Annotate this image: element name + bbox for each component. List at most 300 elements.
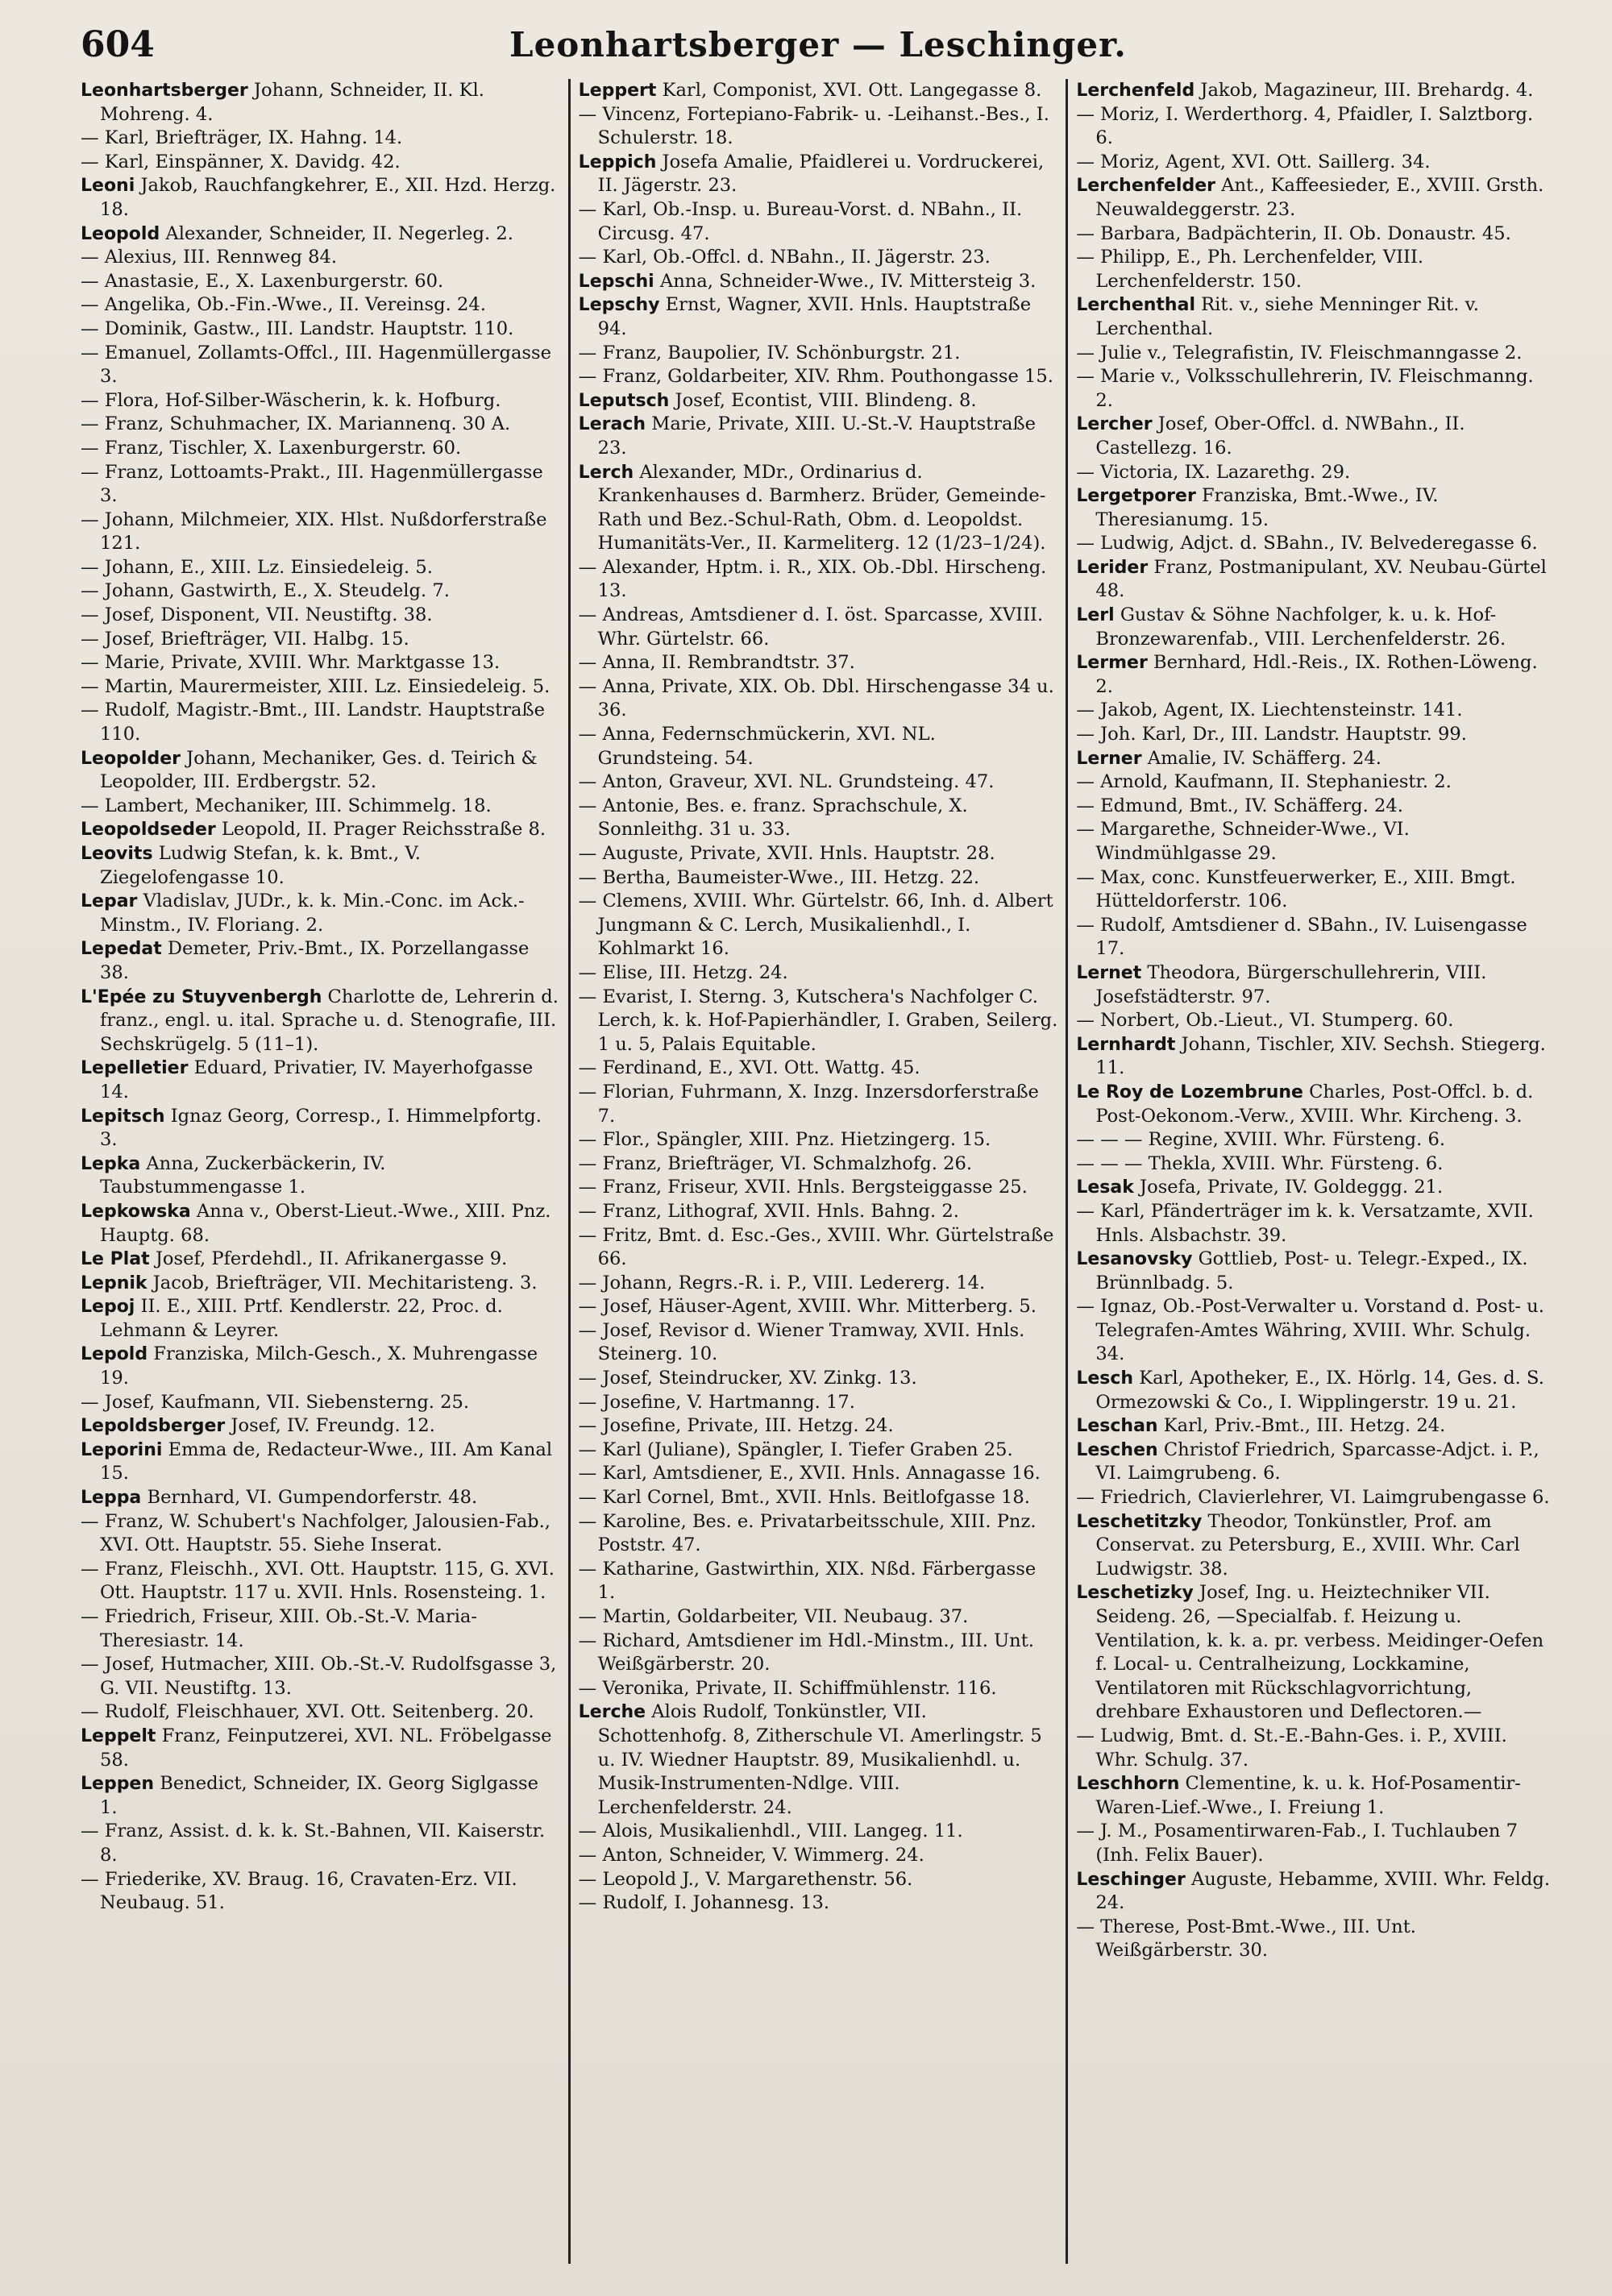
entry-text: Rit. v., siehe Menninger Rit. v. Lerchenthal.	[1095, 294, 1479, 339]
entry-text: — Alexander, Hptm. i. R., XIX. Ob.-Dbl. Hirscheng. 13.	[578, 556, 1047, 602]
entry-text: — Moriz, Agent, XVI. Ott. Saillerg. 34.	[1076, 151, 1431, 172]
directory-entry	[81, 293, 560, 318]
entry-text: Josef, IV. Freundg. 12.	[225, 1415, 435, 1437]
entry-text: — Florian, Fuhrmann, X. Inzg. Inzersdorferstraße 7.	[578, 1081, 1039, 1127]
entry-text: — Margarethe, Schneider-Wwe., VI. Windmühlgasse 29.	[1076, 819, 1410, 864]
entry-text: — Franz, Lottoamts-Prakt., III. Hagenmüllergasse 3.	[81, 461, 543, 507]
entry-text: — Franz, Friseur, XVII. Hnls. Bergsteiggasse 25.	[578, 1177, 1028, 1198]
directory-entry	[1076, 1176, 1556, 1200]
directory-entry	[81, 699, 560, 746]
entry-text: — Josef, Disponent, VII. Neustiftg. 38.	[81, 604, 433, 626]
directory-entry	[579, 1605, 1058, 1630]
entry-text: Jacob, Briefträger, VII. Mechitaristeng. 3.	[147, 1272, 538, 1293]
entry-text: — Ignaz, Ob.-Post-Verwalter u. Vorstand d. Post- u. Telegrafen-Amtes Währing, XVIII. Whr. Schulg. 34.	[1076, 1296, 1544, 1365]
directory-entry	[1076, 1128, 1556, 1152]
entry-text: Franziska, Bmt.-Wwe., IV. Theresianumg. 15.	[1095, 485, 1439, 530]
directory-entry	[1076, 1152, 1556, 1177]
entry-text: — Friedrich, Friseur, XIII. Ob.-St.-V. Maria-Theresiastr. 14.	[81, 1606, 478, 1651]
entry-text: Franz, Postmanipulant, XV. Neubau-Gürtel 48.	[1095, 556, 1547, 602]
entry-surname: Lesak	[1076, 1177, 1134, 1198]
entry-surname: Lepitsch	[81, 1106, 165, 1127]
entry-text: Alois Rudolf, Tonkünstler, VII. Schottenhofg. 8, Zitherschule VI. Amerlingstr. 5 u. IV. Wiedner Hauptstr. 89, Musikalienhdl. u. Musik-Instrumenten-Ndlge. VIII. Lerchenfelderstr. 24.	[597, 1701, 1042, 1818]
entry-text: — Franz, Briefträger, VI. Schmalzhofg. 26.	[578, 1152, 973, 1174]
directory-entry	[579, 1844, 1058, 1868]
directory-entry	[579, 1152, 1058, 1177]
directory-entry	[1076, 651, 1556, 699]
directory-entry	[81, 1057, 560, 1104]
entry-text: — — — Thekla, XVIII. Whr. Fürsteng. 6.	[1076, 1152, 1444, 1174]
entry-text: — Rudolf, Fleischhauer, XVI. Ott. Seitenberg. 20.	[81, 1701, 534, 1723]
entry-text: Auguste, Hebamme, XVIII. Whr. Feldg. 24.	[1095, 1868, 1551, 1914]
entry-text: — Karl, Einspänner, X. Davidg. 42.	[81, 151, 401, 172]
entry-text: Bernhard, Hdl.-Reis., IX. Rothen-Löweng. 2.	[1095, 652, 1538, 697]
entry-surname: Lerl	[1076, 605, 1115, 626]
column-1	[81, 79, 568, 2264]
entry-surname: Lermer	[1076, 653, 1148, 674]
entry-text: Ludwig Stefan, k. k. Bmt., V. Ziegelofengasse 10.	[100, 843, 421, 888]
directory-entry	[579, 1630, 1058, 1677]
entry-surname: Lepka	[81, 1153, 141, 1174]
directory-entry	[81, 1152, 560, 1200]
directory-entry	[579, 270, 1058, 294]
directory-entry	[1076, 1200, 1556, 1248]
entry-surname: Leopolder	[81, 748, 181, 769]
directory-entry	[81, 1605, 560, 1653]
directory-entry	[81, 1200, 560, 1248]
entry-text: Josef, Econtist, VIII. Blindeng. 8.	[669, 389, 977, 411]
entry-text: — Johann, Regrs.-R. i. P., VIII. Ledererg. 14.	[578, 1272, 986, 1293]
directory-entry	[579, 795, 1058, 842]
directory-entry	[579, 1891, 1058, 1916]
directory-entry	[81, 890, 560, 937]
directory-entry	[1076, 1009, 1556, 1033]
directory-entry	[1076, 461, 1556, 485]
directory-entry	[81, 628, 560, 652]
entry-text: — Friedrich, Clavierlehrer, VI. Laimgrubengasse 6.	[1076, 1487, 1550, 1509]
directory-entry	[1076, 1868, 1556, 1916]
directory-entry	[81, 1248, 560, 1272]
entry-surname: Lerider	[1076, 557, 1149, 578]
directory-entry	[579, 866, 1058, 891]
entry-text: — Karl, Briefträger, IX. Hahng. 14.	[81, 127, 403, 149]
entry-surname: Leppa	[81, 1488, 142, 1509]
directory-entry	[81, 795, 560, 819]
entry-surname: Leschhorn	[1076, 1774, 1180, 1795]
directory-entry	[579, 556, 1058, 604]
entry-surname: Lerchenfeld	[1076, 81, 1195, 101]
entry-text: — Richard, Amtsdiener im Hdl.-Minstm., III. Unt. Weißgärberstr. 20.	[578, 1630, 1034, 1675]
entry-surname: Lepoj	[81, 1297, 135, 1318]
directory-entry	[1076, 1820, 1556, 1867]
entry-surname: Leopold	[81, 223, 160, 244]
directory-entry	[81, 986, 560, 1057]
directory-entry	[579, 1128, 1058, 1152]
entry-surname: Lergetporer	[1076, 486, 1196, 507]
directory-entry	[1076, 723, 1556, 747]
entry-text: — Marie, Private, XVIII. Whr. Marktgasse 13.	[81, 652, 501, 674]
entry-text: — Arnold, Kaufmann, II. Stephaniestr. 2.	[1076, 771, 1452, 793]
directory-entry	[81, 79, 560, 127]
directory-entry	[579, 342, 1058, 366]
entry-text: — Johann, Gastwirth, E., X. Steudelg. 7.	[81, 580, 450, 602]
entry-text: — Josef, Hutmacher, XIII. Ob.-St.-V. Rudolfsgasse 3, G. VII. Neustiftg. 13.	[81, 1654, 557, 1699]
entry-surname: Leppelt	[81, 1725, 156, 1746]
entry-surname: Leopoldseder	[81, 820, 216, 841]
entry-text: Ignaz Georg, Corresp., I. Himmelpfortg. 3.	[100, 1105, 542, 1151]
directory-entry	[579, 1868, 1058, 1892]
entry-text: — Fritz, Bmt. d. Esc.-Ges., XVIII. Whr. Gürtelstraße 66.	[578, 1224, 1054, 1270]
entry-surname: Lerner	[1076, 748, 1142, 769]
entry-text: — Josef, Steindrucker, XV. Zinkg. 13.	[578, 1368, 917, 1389]
entry-text: Leopold, II. Prager Reichsstraße 8.	[215, 819, 546, 841]
entry-text: — Andreas, Amtsdiener d. I. öst. Sparcasse, XVIII. Whr. Gürtelstr. 66.	[578, 604, 1044, 650]
directory-entry	[81, 127, 560, 151]
entry-text: — Moriz, I. Werderthorg. 4, Pfaidler, I. Salztborg. 6.	[1076, 103, 1534, 149]
entry-text: — Josef, Briefträger, VII. Halbg. 15.	[81, 628, 409, 650]
column-3	[1066, 79, 1564, 2264]
entry-text: — Elise, III. Hetzg. 24.	[578, 961, 788, 983]
directory-entry	[81, 151, 560, 175]
directory-entry	[1076, 151, 1556, 175]
directory-entry	[579, 1391, 1058, 1415]
directory-entry	[579, 1486, 1058, 1510]
entry-text: Charles, Post-Offcl. b. d. Post-Oekonom.-Verw., XVIII. Whr. Kircheng. 3.	[1095, 1081, 1534, 1127]
directory-entry	[81, 413, 560, 437]
entry-text: Emma de, Redacteur-Wwe., III. Am Kanal 15.	[100, 1439, 553, 1484]
entry-text: Josefa Amalie, Pfaidlerei u. Vordruckerei, II. Jägerstr. 23.	[597, 151, 1045, 197]
entry-text: — Anna, Federnschmückerin, XVI. NL. Grundsteing. 54.	[578, 724, 936, 769]
entry-text: — Friederike, XV. Braug. 16, Cravaten-Erz. VII. Neubaug. 51.	[81, 1868, 517, 1914]
directory-entry	[579, 1558, 1058, 1605]
entry-text: — Veronika, Private, II. Schiffmühlenstr. 116.	[578, 1677, 997, 1699]
entry-text: Theodora, Bürgerschullehrerin, VIII. Josefstädterstr. 97.	[1095, 961, 1487, 1007]
directory-entry	[579, 246, 1058, 270]
entry-text: — Therese, Post-Bmt.-Wwe., III. Unt. Weißgärberstr. 30.	[1076, 1916, 1416, 1962]
entry-text: — Anna, II. Rembrandtstr. 37.	[578, 652, 855, 674]
entry-text: Josef, Ober-Offcl. d. NWBahn., II. Castellezg. 16.	[1095, 413, 1465, 459]
entry-text: Marie, Private, XIII. U.-St.-V. Hauptstraße 23.	[597, 413, 1036, 459]
directory-entry	[1076, 795, 1556, 819]
entry-text: Alexander, Schneider, II. Negerleg. 2.	[160, 222, 513, 244]
directory-entry	[81, 1558, 560, 1605]
entry-surname: Leovits	[81, 844, 153, 864]
directory-entry	[1076, 532, 1556, 556]
entry-text: — Dominik, Gastw., III. Landstr. Hauptstr. 110.	[81, 318, 514, 339]
entry-surname: Lepkowska	[81, 1201, 191, 1222]
directory-entry	[1076, 413, 1556, 460]
entry-text: Christof Friedrich, Sparcasse-Adjct. i. P., VI. Laimgrubeng. 6.	[1095, 1439, 1539, 1484]
entry-text: — Johann, Milchmeier, XIX. Hlst. Nußdorferstraße 121.	[81, 509, 547, 554]
directory-entry	[81, 1772, 560, 1820]
entry-surname: L'Epée zu Stuyvenbergh	[81, 986, 322, 1007]
entry-text: — Johann, E., XIII. Lz. Einsiedeleig. 5.	[81, 556, 433, 578]
directory-entry	[579, 723, 1058, 770]
entry-surname: Lepedat	[81, 939, 162, 960]
directory-entry	[1076, 222, 1556, 247]
directory-entry	[81, 579, 560, 604]
directory-entry	[81, 389, 560, 413]
column-2	[568, 79, 1066, 2264]
page-number: 604	[81, 23, 155, 65]
directory-entry	[81, 270, 560, 294]
entry-surname: Lepelletier	[81, 1058, 189, 1079]
entry-text: — Franz, W. Schubert's Nachfolger, Jalousien-Fab., XVI. Ott. Hauptstr. 55. Siehe Inserat.	[81, 1510, 550, 1556]
entry-text: — Leopold J., V. Margarethenstr. 56.	[578, 1868, 913, 1890]
directory-entry	[579, 986, 1058, 1057]
entry-text: — Franz, Fleischh., XVI. Ott. Hauptstr. 115, G. XVI. Ott. Hauptstr. 117 u. XVII. Hnls. Rosensteing. 1.	[81, 1558, 555, 1604]
entry-text: Franz, Feinputzerei, XVI. NL. Fröbelgasse 58.	[100, 1725, 552, 1771]
directory-entry	[81, 1439, 560, 1486]
entry-text: — Angelika, Ob.-Fin.-Wwe., II. Vereinsg. 24.	[81, 294, 486, 316]
entry-text: Johann, Schneider, II. Kl. Mohreng. 4.	[100, 80, 484, 125]
entry-surname: Lesanovsky	[1076, 1249, 1193, 1270]
directory-entry	[579, 1319, 1058, 1367]
directory-entry	[579, 1367, 1058, 1391]
directory-entry	[81, 675, 560, 700]
directory-entry	[81, 937, 560, 985]
entry-text: — Edmund, Bmt., IV. Schäfferg. 24.	[1076, 795, 1403, 816]
entry-text: — Josefine, Private, III. Hetzg. 24.	[578, 1415, 894, 1437]
directory-entry	[1076, 604, 1556, 651]
directory-entry	[81, 651, 560, 675]
entry-text: Demeter, Priv.-Bmt., IX. Porzellangasse 38.	[100, 938, 530, 983]
entry-text: — Karl, Pfänderträger im k. k. Versatzamte, XVII. Hnls. Alsbachstr. 39.	[1076, 1200, 1534, 1246]
directory-entry	[1076, 1510, 1556, 1582]
directory-entry	[1076, 365, 1556, 413]
directory-entry	[579, 1462, 1058, 1486]
directory-entry	[1076, 914, 1556, 961]
entry-surname: Leonhartsberger	[81, 81, 248, 101]
directory-entry	[81, 556, 560, 580]
entry-text: Karl, Apotheker, E., IX. Hörlg. 14, Ges. d. S. Ormezowski & Co., I. Wipplingerstr. 19 u. 21.	[1095, 1368, 1544, 1413]
entry-text: Ant., Kaffeesieder, E., XVIII. Grsth. Neuwaldeggerstr. 23.	[1095, 175, 1544, 220]
entry-surname: Leschinger	[1076, 1869, 1186, 1890]
directory-entry	[1076, 174, 1556, 222]
entry-surname: Lerchenthal	[1076, 295, 1195, 316]
entry-text: Benedict, Schneider, IX. Georg Siglgasse 1.	[100, 1773, 538, 1818]
directory-entry	[81, 1486, 560, 1510]
entry-text: — Emanuel, Zollamts-Offcl., III. Hagenmüllergasse 3.	[81, 342, 551, 388]
directory-entry	[579, 1272, 1058, 1296]
entry-text: — Franz, Tischler, X. Laxenburgerstr. 60.	[81, 437, 462, 459]
directory-entry	[579, 1820, 1058, 1844]
entry-surname: Lepschy	[578, 295, 660, 316]
directory-entry	[579, 1439, 1058, 1463]
entry-text: — Katharine, Gastwirthin, XIX. Nßd. Färbergasse 1.	[578, 1558, 1037, 1604]
entry-surname: Lerche	[578, 1702, 646, 1723]
directory-entry	[579, 1224, 1058, 1272]
entry-text: — Karl, Ob.-Insp. u. Bureau-Vorst. d. NBahn., II. Circusg. 47.	[578, 198, 1023, 244]
directory-entry	[579, 79, 1058, 103]
entry-text: — Franz, Assist. d. k. k. St.-Bahnen, VII. Kaiserstr. 8.	[81, 1821, 546, 1866]
entry-text: — Norbert, Ob.-Lieut., VI. Stumperg. 60.	[1076, 1010, 1454, 1032]
directory-entry	[81, 1105, 560, 1152]
entry-text: — Vincenz, Fortepiano-Fabrik- u. -Leihanst.-Bes., I. Schulerstr. 18.	[578, 103, 1049, 149]
directory-entry	[579, 413, 1058, 460]
entry-text: Jakob, Magazineur, III. Brehardg. 4.	[1194, 80, 1534, 101]
entry-surname: Lerch	[578, 462, 634, 483]
entry-text: Karl, Priv.-Bmt., III. Hetzg. 24.	[1157, 1415, 1446, 1437]
directory-entry	[579, 1200, 1058, 1224]
entry-text: Gottlieb, Post- u. Telegr.-Exped., IX. Brünnlbadg. 5.	[1095, 1248, 1528, 1293]
directory-entry	[81, 222, 560, 247]
entry-text: — Franz, Lithograf, XVII. Hnls. Bahng. 2.	[578, 1200, 959, 1222]
entry-text: — Alexius, III. Rennweg 84.	[81, 247, 338, 268]
entry-text: Johann, Tischler, XIV. Sechsh. Stiegerg. 11.	[1095, 1033, 1546, 1079]
entry-text: — Josef, Kaufmann, VII. Siebensterng. 25.	[81, 1391, 470, 1413]
page-header	[81, 16, 1556, 73]
entry-text: — Clemens, XVIII. Whr. Gürtelstr. 66, Inh. d. Albert Jungmann & C. Lerch, Musikalienhdl., I. Kohlmarkt 16.	[578, 891, 1053, 960]
directory-entry	[81, 1868, 560, 1916]
directory-entry	[81, 1510, 560, 1558]
directory-entry	[81, 1295, 560, 1343]
entry-text: Charlotte de, Lehrerin d. franz., engl. u. ital. Sprache u. d. Stenografie, III. Sechskrügelg. 5 (11–1).	[100, 986, 559, 1055]
directory-entry	[1076, 1248, 1556, 1295]
entry-text: — Anton, Schneider, V. Wimmerg. 24.	[578, 1844, 924, 1866]
directory-entry	[579, 293, 1058, 341]
entry-text: Clementine, k. u. k. Hof-Posamentir-Waren-Lief.-Wwe., I. Freiung 1.	[1095, 1773, 1521, 1818]
directory-entry	[1076, 1367, 1556, 1414]
entry-text: — Flora, Hof-Silber-Wäscherin, k. k. Hofburg.	[81, 389, 501, 411]
entry-text: — Auguste, Private, XVII. Hnls. Hauptstr. 28.	[578, 843, 995, 864]
entry-text: Karl, Componist, XVI. Ott. Langegasse 8.	[656, 80, 1042, 101]
entry-surname: Le Roy de Lozembrune	[1076, 1082, 1303, 1102]
entry-text: — Antonie, Bes. e. franz. Sprachschule, X. Sonnleithg. 31 u. 33.	[578, 795, 968, 841]
entry-text: — Ferdinand, E., XVI. Ott. Wattg. 45.	[578, 1057, 920, 1079]
entry-text: — Philipp, E., Ph. Lerchenfelder, VIII. Lerchenfelderstr. 150.	[1076, 247, 1424, 292]
directory-entry	[81, 342, 560, 389]
entry-text: — Karoline, Bes. e. Privatarbeitsschule, XIII. Pnz. Poststr. 47.	[578, 1510, 1037, 1556]
entry-surname: Leporini	[81, 1439, 163, 1460]
running-title: Leonhartsberger — Leschinger.	[509, 24, 1127, 64]
directory-entry	[1076, 1486, 1556, 1510]
directory-entry	[81, 1725, 560, 1772]
entry-text: Anna v., Oberst-Lieut.-Wwe., XIII. Pnz. Hauptg. 68.	[100, 1200, 551, 1246]
entry-text: Anna, Schneider-Wwe., IV. Mittersteig 3.	[654, 270, 1037, 292]
directory-entry	[1076, 1081, 1556, 1128]
entry-surname: Lerchenfelder	[1076, 176, 1215, 197]
entry-text: Gustav & Söhne Nachfolger, k. u. k. Hof-Bronzewarenfab., VIII. Lerchenfelderstr. 26.	[1095, 604, 1506, 650]
entry-surname: Lepschi	[578, 271, 654, 292]
entry-text: Johann, Mechaniker, Ges. d. Teirich & Leopolder, III. Erdbergstr. 52.	[100, 747, 538, 793]
directory-entry	[1076, 293, 1556, 341]
directory-entry	[579, 365, 1058, 389]
entry-text: — Rudolf, Amtsdiener d. SBahn., IV. Luisengasse 17.	[1076, 914, 1527, 960]
entry-surname: Leschetitzky	[1076, 1511, 1203, 1532]
entry-text: — Anastasie, E., X. Laxenburgerstr. 60.	[81, 270, 444, 292]
directory-entry	[579, 151, 1058, 198]
entry-text: — Marie v., Volksschullehrerin, IV. Fleischmanng. 2.	[1076, 366, 1534, 411]
directory-entry	[81, 1700, 560, 1725]
entry-text: — Max, conc. Kunstfeuerwerker, E., XIII. Bmgt. Hütteldorferstr. 106.	[1076, 866, 1516, 912]
entry-text: — Ludwig, Adjct. d. SBahn., IV. Belvederegasse 6.	[1076, 533, 1538, 554]
directory-entry	[81, 1343, 560, 1390]
entry-text: Josef, Pferdehdl., II. Afrikanergasse 9.	[149, 1248, 508, 1270]
directory-entry	[1076, 961, 1556, 1009]
directory-entry	[1076, 246, 1556, 293]
entry-surname: Lepoldsberger	[81, 1416, 226, 1437]
entry-text: — Alois, Musikalienhdl., VIII. Langeg. 11.	[578, 1821, 963, 1842]
entry-surname: Lercher	[1076, 414, 1153, 435]
entry-surname: Leschen	[1076, 1439, 1158, 1460]
entry-text: — Franz, Baupolier, IV. Schönburgstr. 21.	[578, 342, 961, 363]
entry-text: — Lambert, Mechaniker, III. Schimmelg. 18.	[81, 795, 492, 816]
entry-surname: Leschetizky	[1076, 1583, 1194, 1604]
entry-surname: Le Plat	[81, 1249, 150, 1270]
entry-text: — Karl, Amtsdiener, E., XVII. Hnls. Annagasse 16.	[578, 1463, 1041, 1484]
directory-entry	[1076, 484, 1556, 532]
directory-entry	[1076, 342, 1556, 366]
entry-text: Franziska, Milch-Gesch., X. Muhrengasse 19.	[100, 1343, 538, 1389]
directory-entry	[81, 461, 560, 509]
directory-entry	[1076, 1581, 1556, 1725]
directory-entry	[1076, 1033, 1556, 1081]
entry-text: — Karl Cornel, Bmt., XVII. Hnls. Beitlofgasse 18.	[578, 1487, 1030, 1509]
entry-surname: Lerach	[578, 414, 646, 435]
directory-entry	[1076, 818, 1556, 866]
entry-text: II. E., XIII. Prtf. Kendlerstr. 22, Proc. d. Lehmann & Leyrer.	[100, 1296, 503, 1341]
entry-surname: Leputsch	[578, 390, 670, 411]
entry-text: — Martin, Goldarbeiter, VII. Neubaug. 37.	[578, 1606, 969, 1627]
directory-entry	[1076, 770, 1556, 795]
columns	[81, 79, 1564, 2264]
directory-entry	[579, 1057, 1058, 1081]
directory-entry	[579, 675, 1058, 723]
entry-text: — Josef, Häuser-Agent, XVIII. Whr. Mitterberg. 5.	[578, 1296, 1037, 1318]
entry-text: Ernst, Wagner, XVII. Hnls. Hauptstraße 94.	[597, 294, 1032, 339]
directory-entry	[579, 651, 1058, 675]
directory-entry	[1076, 1414, 1556, 1439]
directory-entry	[579, 1510, 1058, 1558]
entry-surname: Lepold	[81, 1344, 148, 1365]
directory-entry	[1076, 866, 1556, 914]
directory-entry	[579, 103, 1058, 151]
entry-text: — — — Regine, XVIII. Whr. Fürsteng. 6.	[1076, 1129, 1446, 1151]
directory-entry	[1076, 1725, 1556, 1772]
directory-entry	[81, 1391, 560, 1415]
directory-entry	[81, 174, 560, 222]
entry-text: — Karl (Juliane), Spängler, I. Tiefer Graben 25.	[578, 1439, 1013, 1460]
entry-text: — Bertha, Baumeister-Wwe., III. Hetzg. 22.	[578, 866, 980, 888]
entry-text: — Josefine, V. Hartmanng. 17.	[578, 1391, 855, 1413]
entry-surname: Leoni	[81, 176, 135, 197]
entry-surname: Lepnik	[81, 1273, 147, 1293]
entry-text: Josefa, Private, IV. Goldeggg. 21.	[1133, 1177, 1444, 1198]
directory-entry	[1076, 556, 1556, 604]
directory-entry	[579, 1081, 1058, 1128]
directory-entry	[81, 1820, 560, 1867]
entry-text: Amalie, IV. Schäfferg. 24.	[1141, 747, 1381, 769]
entry-text: Theodor, Tonkünstler, Prof. am Conservat. zu Petersburg, E., XVIII. Whr. Carl Ludwigstr. 38.	[1095, 1510, 1520, 1580]
entry-text: Vladislav, JUDr., k. k. Min.-Conc. im Ack.-Minstm., IV. Floriang. 2.	[100, 891, 525, 936]
directory-entry	[579, 1414, 1058, 1439]
directory-entry	[1076, 1916, 1556, 1963]
entry-surname: Lesch	[1076, 1368, 1134, 1389]
directory-entry	[81, 1414, 560, 1439]
directory-entry	[1076, 103, 1556, 151]
entry-surname: Leppen	[81, 1774, 155, 1795]
directory-entry	[579, 1677, 1058, 1701]
entry-surname: Leschan	[1076, 1416, 1158, 1437]
directory-entry	[579, 461, 1058, 556]
directory-entry	[81, 437, 560, 461]
directory-entry	[1076, 699, 1556, 723]
entry-text: — Jakob, Agent, IX. Liechtensteinstr. 141.	[1076, 700, 1463, 721]
entry-surname: Leppich	[578, 152, 657, 172]
directory-entry	[1076, 747, 1556, 771]
directory-entry	[81, 1272, 560, 1296]
entry-text: — Karl, Ob.-Offcl. d. NBahn., II. Jägerstr. 23.	[578, 247, 991, 268]
